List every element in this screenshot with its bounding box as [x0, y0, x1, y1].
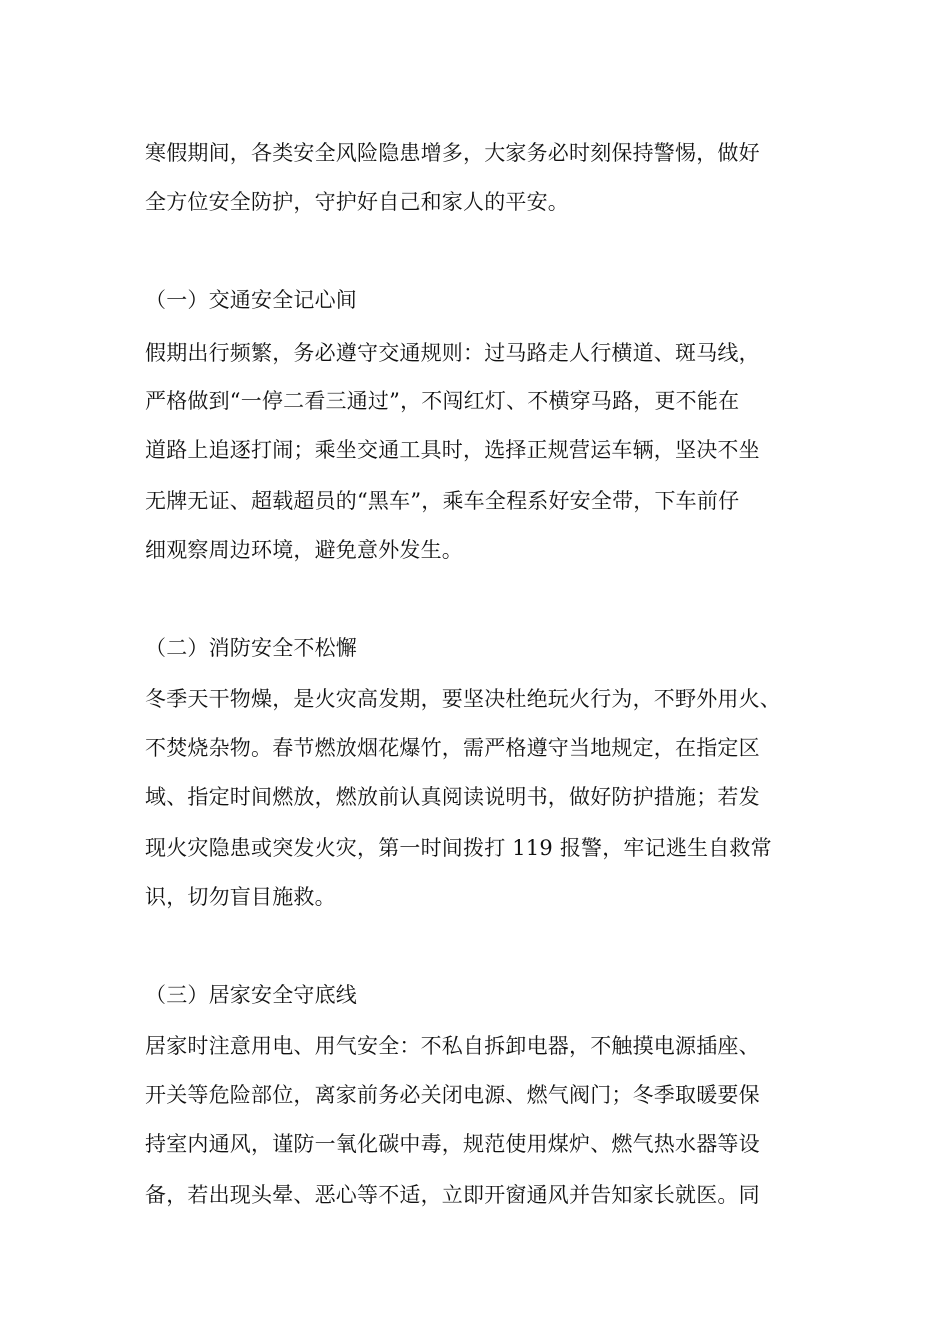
traffic-line-5: 细观察周边环境，避免意外发生。: [145, 538, 463, 562]
home-line-4: 备，若出现头晕、恶心等不适，立即开窗通风并告知家长就医。同: [145, 1183, 760, 1207]
home-line-1: 居家时注意用电、用气安全：不私自拆卸电器，不触摸电源插座、: [145, 1034, 760, 1058]
intro-line-2: 全方位安全防护，守护好自己和家人的平安。: [145, 190, 569, 214]
section-heading-traffic: （一）交通安全记心间: [145, 288, 357, 312]
intro-line-1: 寒假期间，各类安全风险隐患增多，大家务必时刻保持警惕，做好: [145, 141, 760, 165]
fire-line-5: 识，切勿盲目施救。: [145, 885, 336, 909]
fire-line-2: 不焚烧杂物。春节燃放烟花爆竹，需严格遵守当地规定，在指定区: [145, 736, 760, 760]
home-line-3: 持室内通风，谨防一氧化碳中毒，规范使用煤炉、燃气热水器等设: [145, 1132, 760, 1156]
section-heading-fire: （二）消防安全不松懈: [145, 636, 357, 660]
fire-line-4: 现火灾隐患或突发火灾，第一时间拨打 119 报警，牢记逃生自救常: [145, 836, 772, 860]
home-line-2: 开关等危险部位，离家前务必关闭电源、燃气阀门；冬季取暖要保: [145, 1083, 760, 1107]
traffic-line-2: 严格做到“一停二看三通过”，不闯红灯、不横穿马路，更不能在: [145, 389, 740, 413]
fire-line-3: 域、指定时间燃放，燃放前认真阅读说明书，做好防护措施；若发: [145, 785, 760, 809]
section-heading-home: （三）居家安全守底线: [145, 983, 357, 1007]
traffic-line-4: 无牌无证、超载超员的“黑车”，乘车全程系好安全带，下车前仔: [145, 489, 740, 513]
traffic-line-1: 假期出行频繁，务必遵守交通规则：过马路走人行横道、斑马线，: [145, 341, 760, 365]
traffic-line-3: 道路上追逐打闹；乘坐交通工具时，选择正规营运车辆，坚决不坐: [145, 438, 760, 462]
fire-line-1: 冬季天干物燥，是火灾高发期，要坚决杜绝玩火行为，不野外用火、: [145, 687, 781, 711]
